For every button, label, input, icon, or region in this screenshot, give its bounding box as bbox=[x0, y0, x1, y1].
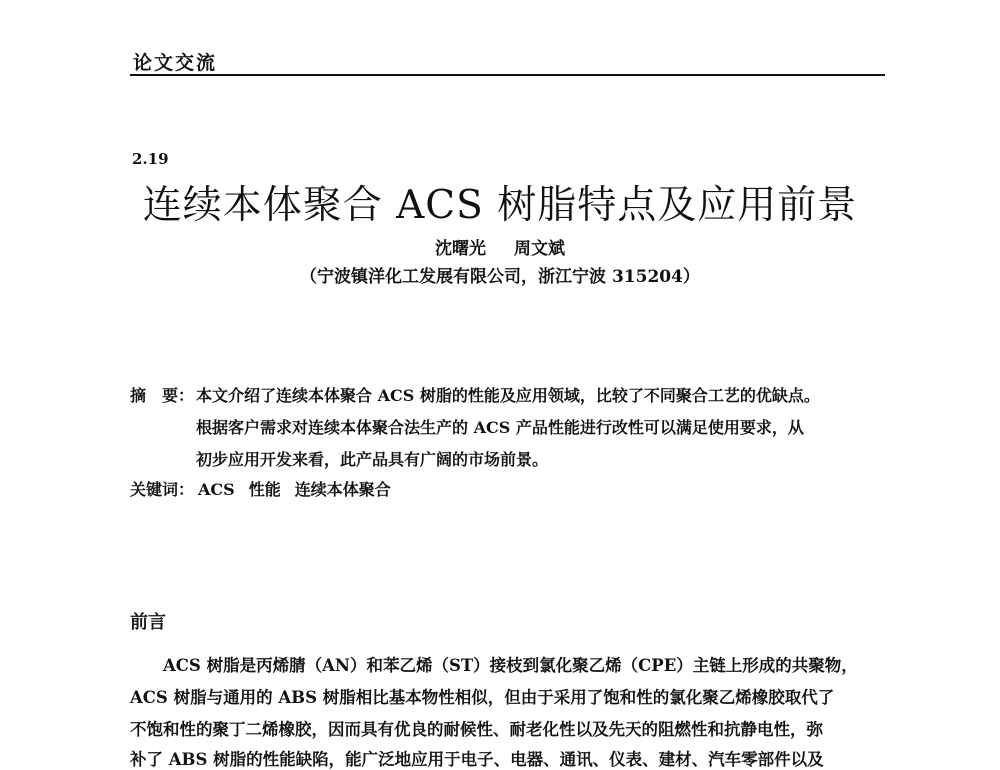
paper-number: 2.19 bbox=[132, 150, 169, 168]
abstract-line: 本文介绍了连续本体聚合 ACS 树脂的性能及应用领域，比较了不同聚合工艺的优缺点。 bbox=[196, 386, 820, 405]
body-line: ACS 树脂是丙烯腈（AN）和苯乙烯（ST）接枝到氯化聚乙烯（CPE）主链上形成的共聚物， bbox=[163, 656, 858, 675]
body-line: 补了 ABS 树脂的性能缺陷，能广泛地应用于电子、电器、通讯、仪表、建材、汽车零部件以及 bbox=[130, 750, 824, 769]
keywords-label: 关键词： bbox=[130, 480, 195, 499]
keyword: 连续本体聚合 bbox=[294, 480, 391, 499]
body-line: 不饱和性的聚丁二烯橡胶，因而具有优良的耐候性、耐老化性以及先天的阻燃性和抗静电性，弥 bbox=[130, 720, 823, 739]
header-rule bbox=[130, 74, 885, 76]
section-label: 论文交流 bbox=[133, 52, 218, 74]
authors bbox=[0, 234, 1000, 259]
abstract-line: 初步应用开发来看，此产品具有广阔的市场前景。 bbox=[196, 450, 549, 469]
keywords bbox=[130, 477, 405, 500]
affiliation: （宁波镇洋化工发展有限公司，浙江宁波 315204） bbox=[300, 267, 700, 287]
abstract-line: 根据客户需求对连续本体聚合法生产的 ACS 产品性能进行改性可以满足使用要求，从 bbox=[196, 418, 804, 437]
author-2: 周文斌 bbox=[514, 239, 565, 259]
keyword: ACS bbox=[198, 480, 235, 499]
abstract-label: 摘 要： bbox=[130, 386, 195, 405]
section-heading: 前言 bbox=[130, 612, 166, 633]
paper-title: 连续本体聚合 ACS 树脂特点及应用前景 bbox=[142, 183, 858, 228]
body-line: ACS 树脂与通用的 ABS 树脂相比基本物性相似，但由于采用了饱和性的氯化聚乙烯橡胶取代了 bbox=[130, 688, 835, 707]
author-1: 沈曙光 bbox=[435, 239, 486, 259]
keyword: 性能 bbox=[248, 480, 281, 499]
